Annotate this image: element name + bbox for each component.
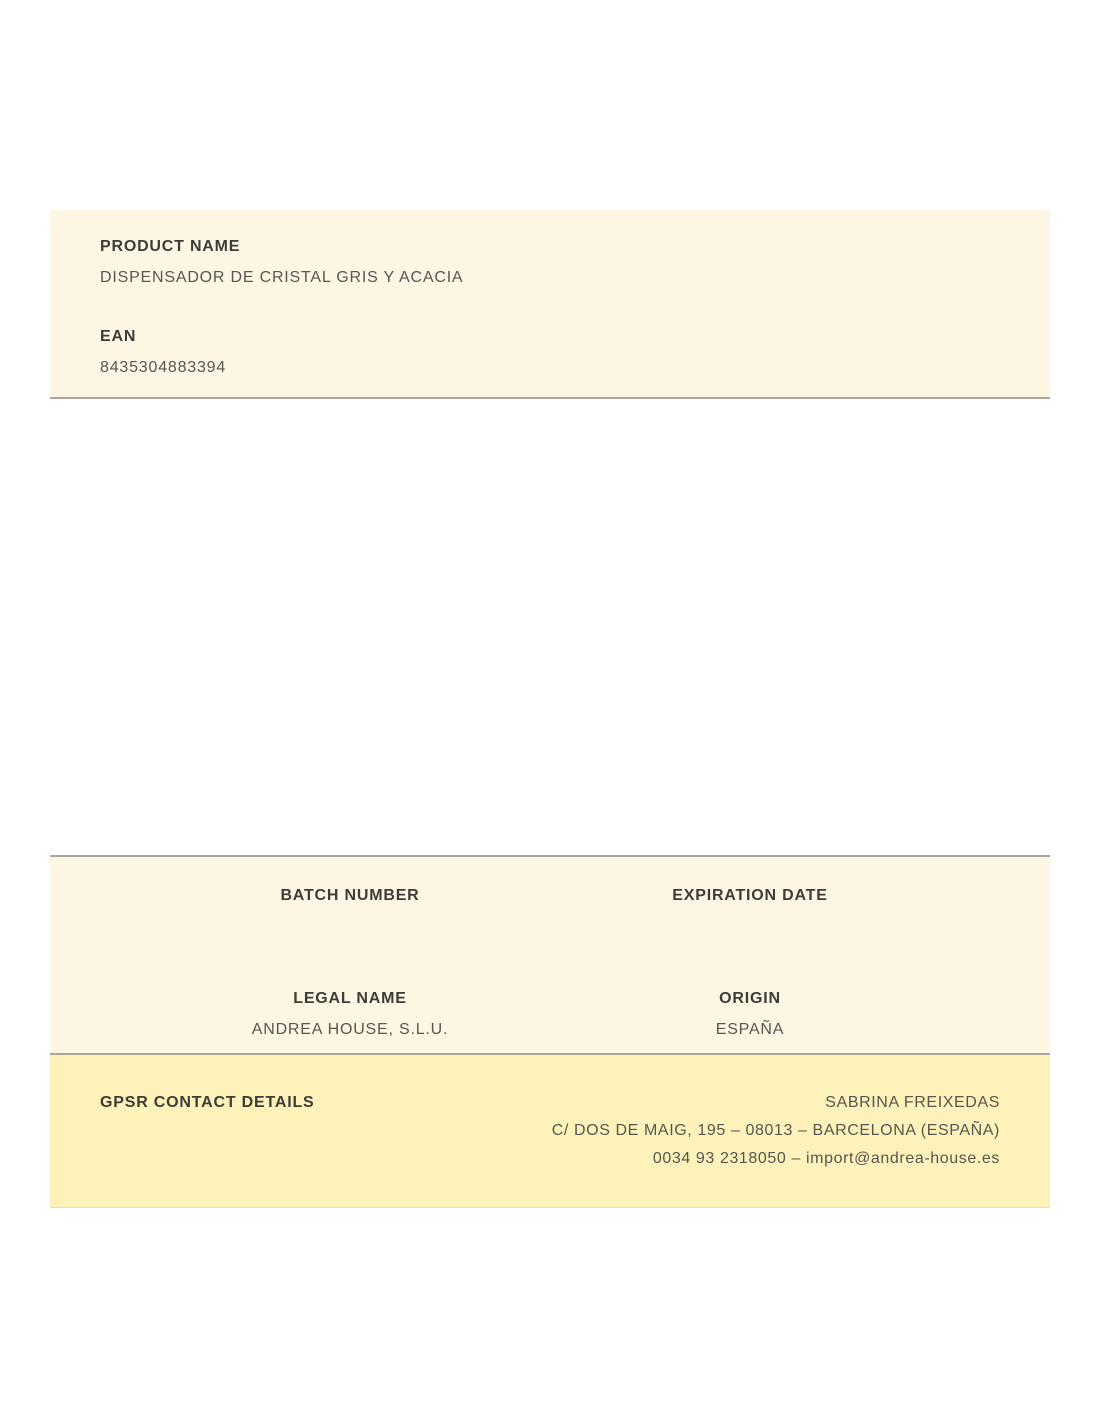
gpsr-contact-address: C/ DOS DE MAIG, 195 – 08013 – BARCELONA (ESPAÑA): [551, 1122, 1000, 1139]
gpsr-heading: GPSR CONTACT DETAILS: [100, 1094, 315, 1111]
gpsr-contact-block: [552, 1089, 1000, 1173]
ean-field: [100, 327, 1000, 377]
batch-number-field: [150, 886, 550, 917]
gpsr-contact-name: SABRINA FREIXEDAS: [825, 1094, 1000, 1111]
expiration-date-field: [550, 886, 950, 917]
product-name-value: DISPENSADOR DE CRISTAL GRIS Y ACACIA: [100, 269, 464, 286]
origin-value: ESPAÑA: [715, 1021, 785, 1038]
gpsr-contact-phone-email: 0034 93 2318050 – import@andrea-house.es: [652, 1150, 1000, 1167]
origin-field: [550, 989, 950, 1039]
product-name-label: PRODUCT NAME: [100, 238, 241, 255]
legal-name-field: [150, 989, 550, 1039]
batch-origin-grid: [150, 886, 950, 1039]
expiration-date-label: EXPIRATION DATE: [672, 887, 828, 904]
legal-name-label: LEGAL NAME: [293, 990, 407, 1007]
batch-number-label: BATCH NUMBER: [280, 887, 420, 904]
product-panel: [50, 210, 1050, 399]
product-name-field: [100, 237, 1000, 287]
ean-label: EAN: [100, 328, 137, 345]
legal-name-value: ANDREA HOUSE, S.L.U.: [251, 1021, 449, 1038]
batch-origin-panel: [50, 855, 1050, 1055]
origin-label: ORIGIN: [719, 990, 781, 1007]
gpsr-panel: [50, 1055, 1050, 1208]
ean-value: 8435304883394: [100, 359, 227, 376]
